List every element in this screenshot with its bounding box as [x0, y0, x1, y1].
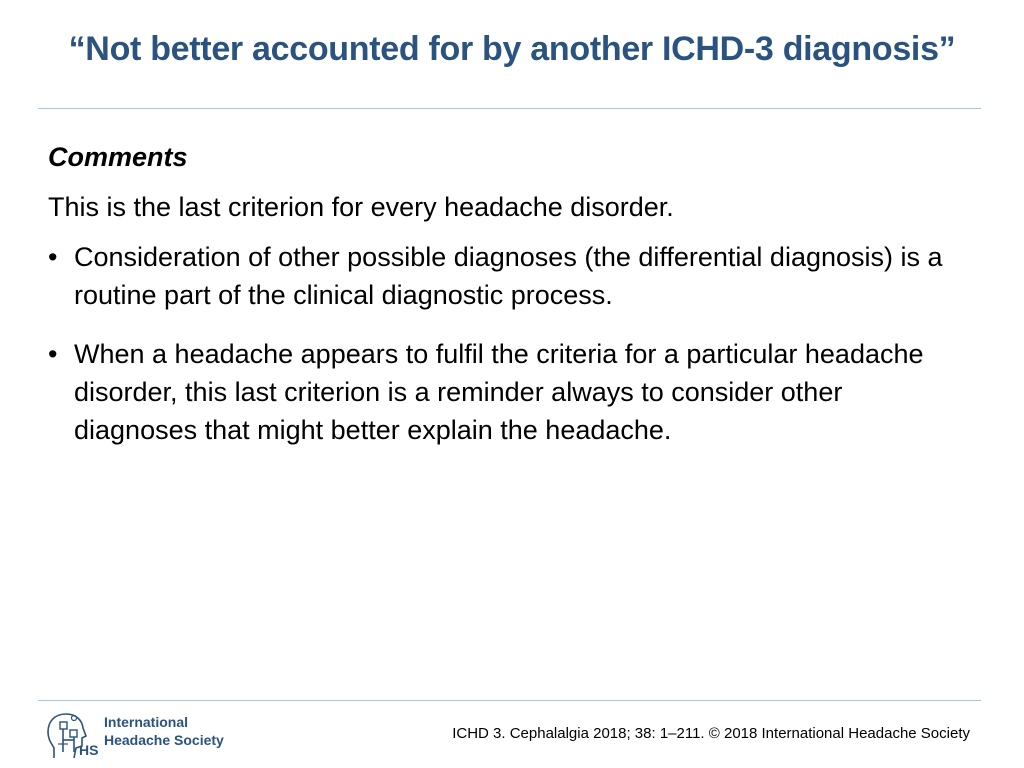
bullet-text: Consideration of other possible diagnoses (the differential diagnosis) is a routine part of the clinical diagnostic process. [74, 242, 943, 310]
bullet-dot: • [48, 242, 58, 272]
bullet-list [48, 238, 948, 449]
logo-line-1: International [104, 714, 189, 730]
footer-divider [38, 700, 981, 701]
svg-text:HS: HS [79, 742, 99, 758]
ihs-logo-text [104, 713, 224, 749]
bullet-dot: • [48, 339, 58, 369]
slide-title: “Not better accounted for by another ICHD-3 diagnosis” [68, 30, 956, 68]
header-divider [38, 108, 981, 109]
logo-line-2: Headache Society [104, 732, 224, 748]
citation-text: ICHD 3. Cephalalgia 2018; 38: 1–211. © 2018 International Headache Society [452, 725, 970, 742]
comments-heading: Comments [48, 142, 188, 172]
bullet-item [48, 335, 948, 449]
bullet-text: When a headache appears to fulfil the criteria for a particular headache disorder, this last criterion is a reminder always to consider other diagnoses that might better explain the headache. [74, 339, 924, 445]
intro-text: This is the last criterion for every headache disorder. [48, 192, 674, 222]
bullet-item [48, 238, 948, 314]
slide-body [48, 138, 948, 470]
